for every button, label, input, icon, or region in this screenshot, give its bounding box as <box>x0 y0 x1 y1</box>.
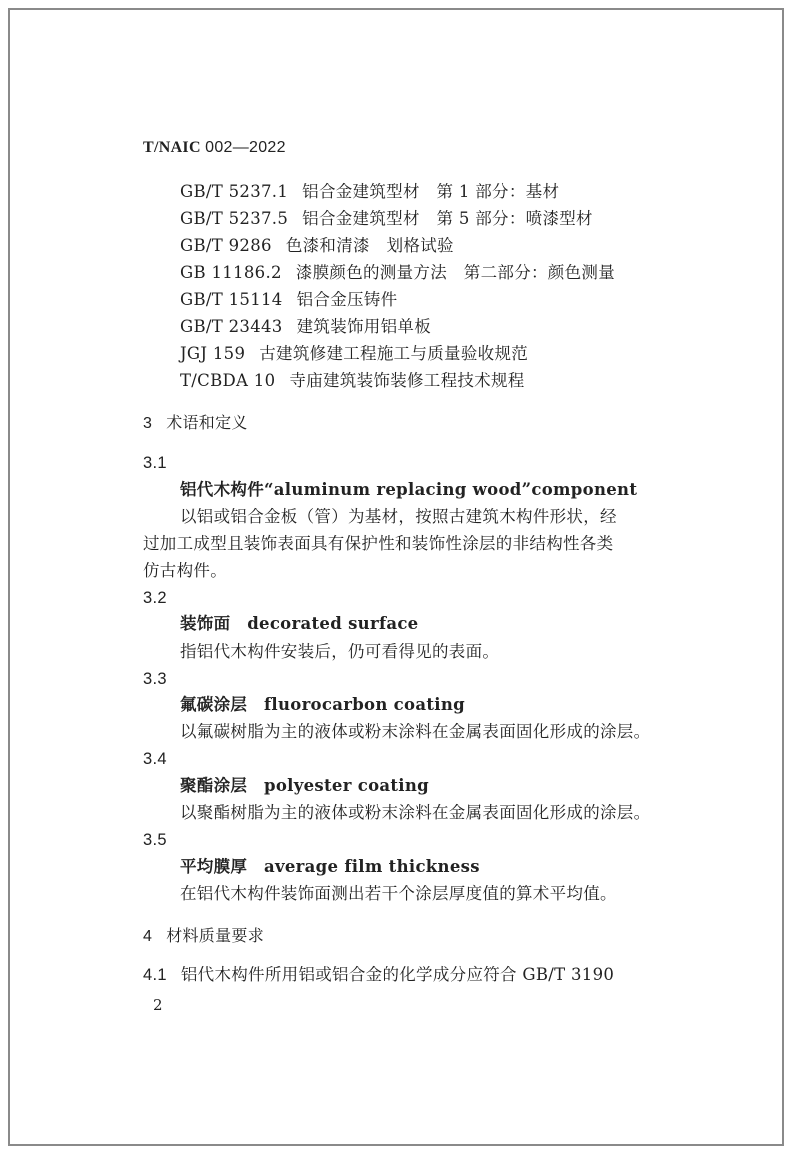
term-number: 3.3 <box>143 670 167 688</box>
term-definition: 指铝代木构件安装后，仍可看得见的表面。 <box>180 642 500 661</box>
term-definition: 过加工成型且装饰表面具有保护性和装饰性涂层的非结构性各类 <box>143 534 614 553</box>
clause: 4.1 铝代木构件所用铝或铝合金的化学成分应符合 GB/T 3190 <box>143 965 615 984</box>
page-number: 2 <box>153 996 163 1014</box>
term-number: 3.1 <box>143 454 167 472</box>
reference-item: GB/T 9286 色漆和清漆 划格试验 <box>180 236 454 255</box>
reference-item: GB/T 23443 建筑装饰用铝单板 <box>180 317 432 336</box>
reference-item: GB/T 5237.5 铝合金建筑型材 第 5 部分：喷漆型材 <box>180 209 593 228</box>
term-definition: 以聚酯树脂为主的液体或粉末涂料在金属表面固化形成的涂层。 <box>180 803 651 822</box>
term-definition: 以氟碳树脂为主的液体或粉末涂料在金属表面固化形成的涂层。 <box>180 722 651 741</box>
term-title: 铝代木构件“aluminum replacing wood”component <box>180 480 638 499</box>
reference-item: GB/T 5237.1 铝合金建筑型材 第 1 部分：基材 <box>180 182 560 201</box>
reference-item: T/CBDA 10 寺庙建筑装饰装修工程技术规程 <box>180 371 525 390</box>
header-number: 002—2022 <box>205 139 286 156</box>
reference-item: GB/T 15114 铝合金压铸件 <box>180 290 398 309</box>
term-title: 平均膜厚 average film thickness <box>180 857 480 876</box>
term-number: 3.5 <box>143 831 167 849</box>
term-number: 3.4 <box>143 750 167 768</box>
term-definition: 在铝代木构件装饰面测出若干个涂层厚度值的算术平均值。 <box>180 884 617 903</box>
section-heading: 3 术语和定义 <box>143 413 248 432</box>
section-heading: 4 材料质量要求 <box>143 926 265 945</box>
term-definition: 仿古构件。 <box>143 561 227 580</box>
reference-item: JGJ 159 古建筑修建工程施工与质量验收规范 <box>180 344 529 363</box>
term-number: 3.2 <box>143 589 167 607</box>
term-title: 装饰面 decorated surface <box>180 614 419 633</box>
standard-header <box>143 138 286 158</box>
header-code: T/NAIC <box>143 139 201 156</box>
reference-item: GB 11186.2 漆膜颜色的测量方法 第二部分：颜色测量 <box>180 263 615 282</box>
term-definition: 以铝或铝合金板（管）为基材，按照古建筑木构件形状，经 <box>180 507 617 526</box>
term-title: 聚酯涂层 polyester coating <box>180 776 430 795</box>
term-title: 氟碳涂层 fluorocarbon coating <box>180 695 465 714</box>
